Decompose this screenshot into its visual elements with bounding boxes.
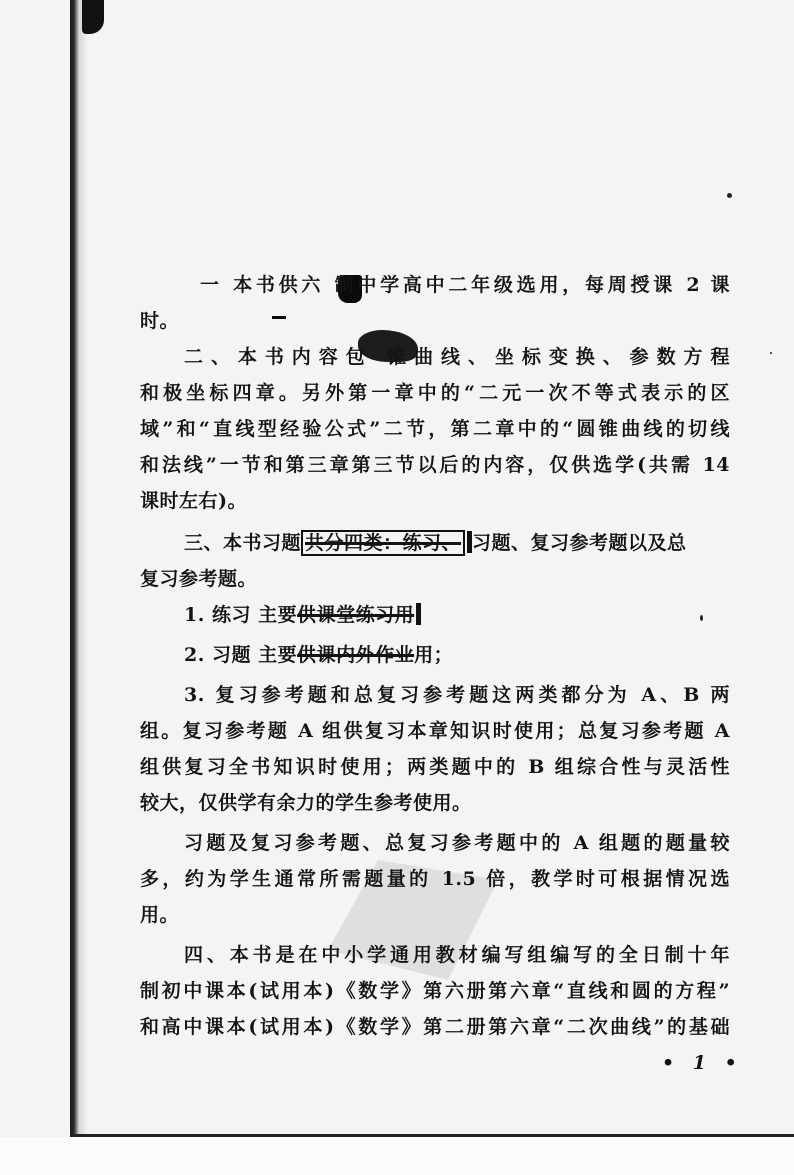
page-number: • 1 •: [662, 1052, 743, 1074]
text-line: 一 本书供六 制中学高中二年级选用，每周授课 2 课: [200, 274, 730, 296]
text-line: 二、本书内容包 锥曲线、坐标变换、参数方程: [184, 346, 730, 368]
text-line: 多，约为学生通常所需题量的 1.5 倍，教学时可根据情况选: [140, 868, 730, 890]
struck-text: 供课内外作业: [297, 644, 415, 666]
text-line: 时。: [140, 310, 180, 332]
struck-text: 共分四类：练习、: [301, 530, 465, 556]
binding-mark: [82, 0, 104, 34]
text-line: 3. 复习参考题和总复习参考题这两类都分为 A、B 两: [184, 684, 730, 706]
text-line: 和极坐标四章。另外第一章中的“二元一次不等式表示的区: [140, 382, 730, 404]
scan-speck: [770, 352, 772, 354]
struck-text: 供课堂练习用: [297, 604, 415, 626]
text-segment: 三、本书习题: [184, 532, 302, 554]
text-line: 习题及复习参考题、总复习参考题中的 A 组题的题量较: [184, 832, 730, 854]
text-segment: 用；: [414, 644, 454, 666]
text-line: 域”和“直线型经验公式”二节，第二章中的“圆锥曲线的切线: [140, 418, 730, 440]
binding-edge: [70, 0, 88, 1135]
bottom-margin: [0, 1137, 794, 1175]
text-segment: 习题、复习参考题以及总: [472, 532, 687, 554]
text-line: [184, 641, 730, 670]
text-line: 和高中课本(试用本)《数学》第二册第六章“二次曲线”的基础: [140, 1016, 730, 1038]
text-segment: 1. 练习 主要: [184, 604, 298, 626]
scan-speck: [727, 193, 732, 198]
text-line: 较大，仅供学有余力的学生参考使用。: [140, 792, 472, 814]
text-segment: 2. 习题 主要: [184, 644, 298, 666]
text-line: 用。: [140, 904, 180, 926]
text-line: [184, 529, 730, 558]
text-line: 四、本书是在中小学通用教材编写组编写的全日制十年: [184, 944, 730, 966]
text-line: 课时左右)。: [140, 490, 247, 512]
text-line: 组供复习全书知识时使用；两类题中的 B 组综合性与灵活性: [140, 756, 730, 778]
text-line: 和法线”一节和第三章第三节以后的内容，仅供选学(共需 14: [140, 454, 730, 476]
text-line: 组。复习参考题 A 组供复习本章知识时使用；总复习参考题 A: [140, 720, 730, 742]
text-line: [184, 601, 730, 630]
text-line: 制初中课本(试用本)《数学》第六册第六章“直线和圆的方程”: [140, 980, 730, 1002]
text-line: 复习参考题。: [140, 568, 258, 590]
ink-bar: [416, 603, 421, 625]
